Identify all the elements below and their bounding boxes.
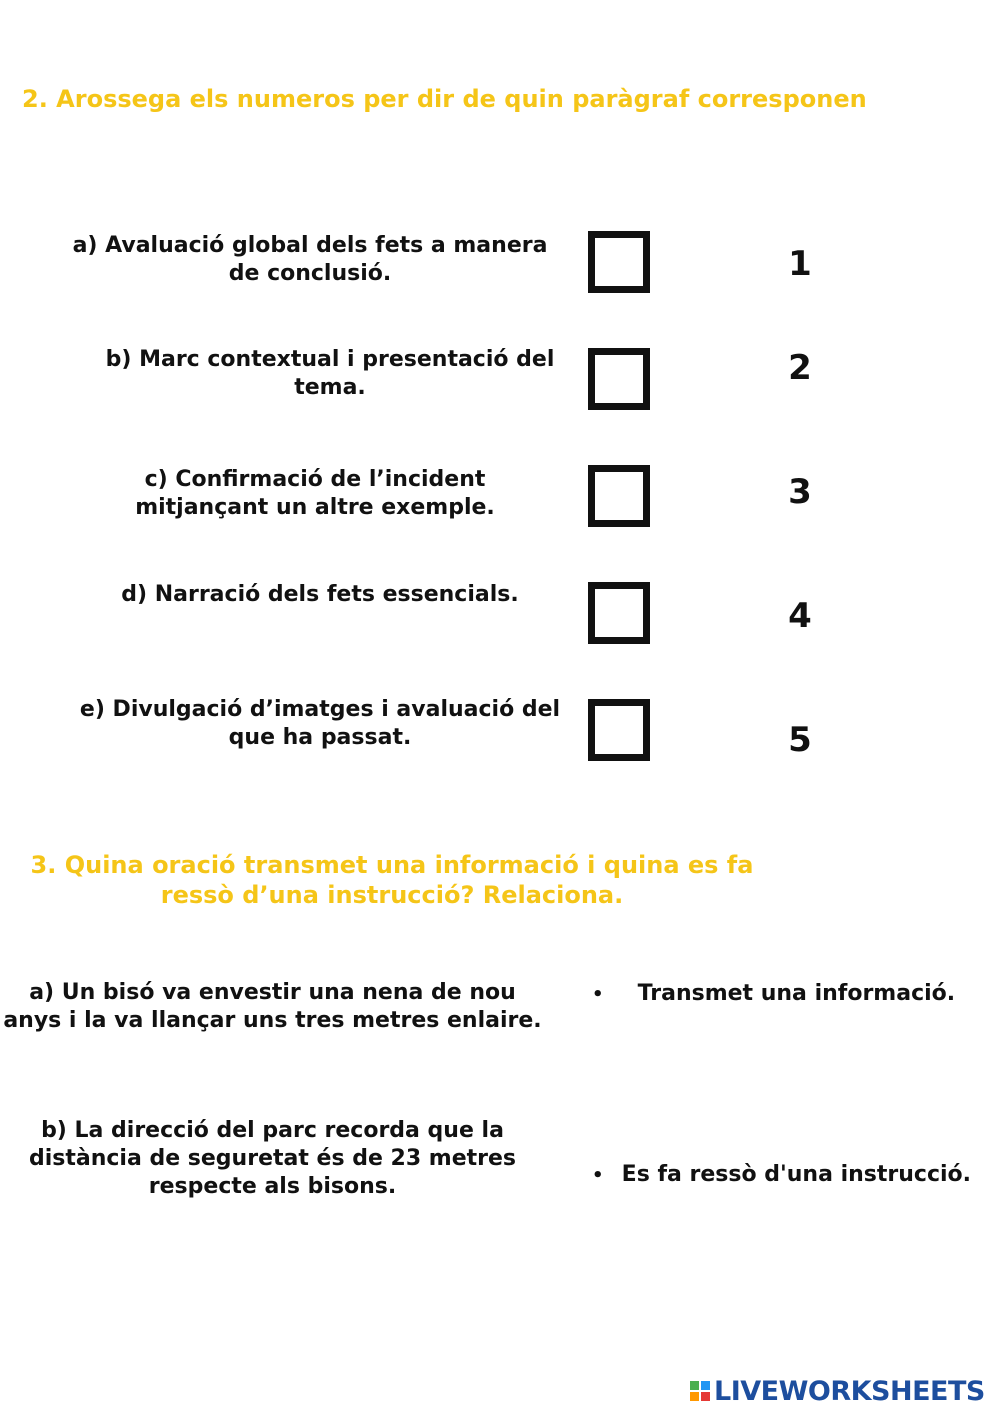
sentence-b-line1: b) La direcció del parc recorda que la (41, 1118, 504, 1143)
option-transmet-informacio[interactable] (592, 980, 955, 1009)
option-transmet-informacio-label: Transmet una informació. (637, 981, 956, 1006)
logo-square-3 (690, 1392, 699, 1401)
bullet-icon: • (592, 1165, 604, 1186)
sentence-a-line2: anys i la va llançar uns tres metres enlaire. (3, 1008, 542, 1033)
bullet-icon: • (592, 984, 604, 1005)
logo-square-4 (701, 1392, 710, 1401)
drop-box-b[interactable] (588, 348, 650, 410)
paragraph-b-label (80, 346, 580, 402)
draggable-number-1[interactable]: 1 (788, 244, 812, 284)
paragraph-d-line1: d) Narració dels fets essencials. (121, 582, 519, 607)
logo-text: LIVEWORKSHEETS (714, 1375, 985, 1407)
drop-box-a[interactable] (588, 231, 650, 293)
logo-square-2 (701, 1381, 710, 1390)
draggable-number-2[interactable]: 2 (788, 348, 812, 388)
paragraph-c-line1: c) Confirmació de l’incident (144, 467, 486, 492)
paragraph-c-label (95, 466, 535, 522)
paragraph-a-line2: de conclusió. (228, 261, 392, 286)
drop-box-d[interactable] (588, 582, 650, 644)
paragraph-c-line2: mitjançant un altre exemple. (135, 495, 495, 520)
exercise-3-title-line2: ressò d’una instrucció? Relaciona. (160, 881, 624, 909)
paragraph-e-line2: que ha passat. (228, 725, 412, 750)
liveworksheets-logo (690, 1374, 985, 1408)
exercise-3-title (22, 850, 762, 910)
paragraph-b-line2: tema. (294, 375, 366, 400)
draggable-number-3[interactable]: 3 (788, 472, 812, 512)
paragraph-a-label (40, 232, 580, 288)
sentence-a[interactable] (0, 979, 545, 1035)
paragraph-d-label (80, 581, 560, 609)
option-fa-resso-instruccio-label: Es fa ressò d'una instrucció. (621, 1162, 971, 1187)
exercise-3-title-line1: 3. Quina oració transmet una informació i quina es fa (30, 851, 754, 879)
logo-mark-icon (690, 1381, 710, 1401)
logo-square-1 (690, 1381, 699, 1390)
sentence-a-line1: a) Un bisó va envestir una nena de nou (29, 980, 516, 1005)
sentence-b[interactable] (0, 1117, 545, 1201)
draggable-number-5[interactable]: 5 (788, 720, 812, 760)
paragraph-e-line1: e) Divulgació d’imatges i avaluació del (79, 697, 561, 722)
paragraph-a-line1: a) Avaluació global dels fets a manera (72, 233, 548, 258)
sentence-b-line2: distància de seguretat és de 23 metres (28, 1146, 517, 1171)
drop-box-e[interactable] (588, 699, 650, 761)
paragraph-e-label (40, 696, 600, 752)
paragraph-b-line1: b) Marc contextual i presentació del (105, 347, 555, 372)
drop-box-c[interactable] (588, 465, 650, 527)
draggable-number-4[interactable]: 4 (788, 596, 812, 636)
exercise-2-title: 2. Arossega els numeros per dir de quin paràgraf corresponen (22, 85, 867, 113)
option-fa-resso-instruccio[interactable] (592, 1161, 971, 1190)
sentence-b-line3: respecte als bisons. (148, 1174, 397, 1199)
